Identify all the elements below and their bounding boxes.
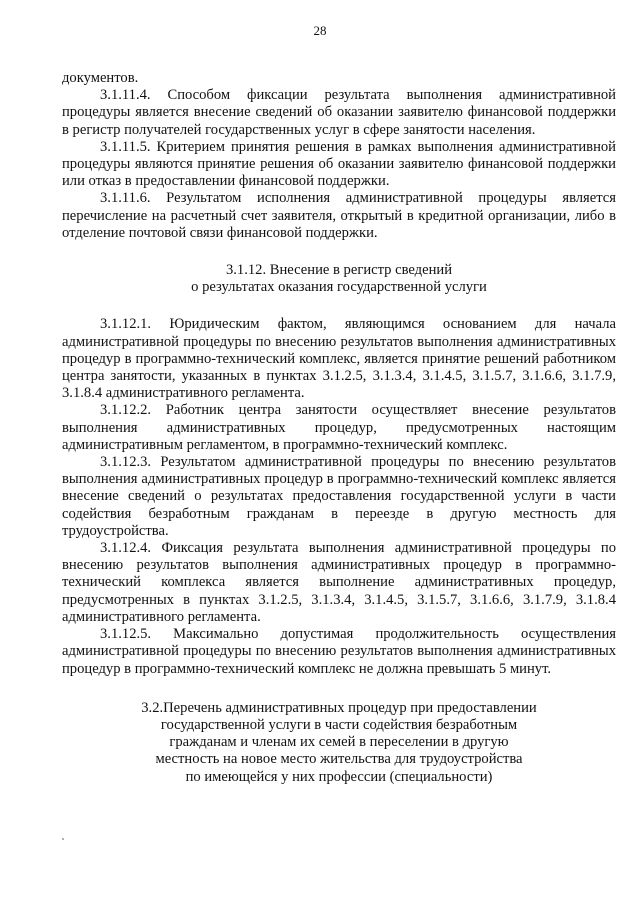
section-heading-3-1-12: [62, 262, 616, 296]
paragraph-3-1-12-3: 3.1.12.3. Результатом административной процедуры по внесению результатов выполнения административных процедур в программно-технический комплекс является внесение сведений о результатах предоставления государственной услуги в части содействия безработным гражданам в переезде в другую местность для трудоустройства.: [62, 454, 616, 539]
scan-speck: [62, 838, 64, 840]
paragraph-3-1-12-5: 3.1.12.5. Максимально допустимая продолжительность осуществления административной процедуры по внесению результатов выполнения административных процедур в программно-технический комплекс не должна превышать 5 минут.: [62, 626, 616, 677]
section-heading-line-2: о результатах оказания государственной услуги: [191, 279, 487, 296]
page-number: 28: [313, 23, 327, 38]
heading-3-2-line-4: местность на новое место жительства для трудоустройства: [155, 751, 523, 768]
paragraph-3-1-12-4: 3.1.12.4. Фиксация результата выполнения административной процедуры по внесению результатов выполнения административных процедур в программно-технический комплекса является выполнение административных процедур, предусмотренных в пунктах 3.1.2.5, 3.1.3.4, 3.1.4.5, 3.1.5.7, 3.1.6.6, 3.1.7.9, 3.1.8.4 административного регламента.: [62, 540, 616, 625]
paragraph-continuation: документов.: [62, 70, 139, 86]
paragraph-3-1-11-6: 3.1.11.6. Результатом исполнения административной процедуры является перечисление на расчетный счет заявителя, открытый в кредитной организации, либо в отделение почтовой связи финансовой поддержки.: [62, 190, 616, 241]
heading-3-2-line-1: 3.2.Перечень административных процедур при предоставлении: [141, 699, 537, 716]
section-heading-line-1: 3.1.12. Внесение в регистр сведений: [225, 262, 453, 279]
paragraph-3-1-12-2: 3.1.12.2. Работник центра занятости осуществляет внесение результатов выполнения административных процедур, предусмотренных настоящим административным регламентом, в программно-технический комплекс.: [62, 402, 616, 453]
paragraph-3-1-11-4: 3.1.11.4. Способом фиксации результата выполнения административной процедуры является внесение сведений об оказании заявителю финансовой поддержки в регистр получателей государственных услуг в сфере занятости населения.: [62, 87, 616, 138]
paragraph-3-1-11-5: 3.1.11.5. Критерием принятия решения в рамках выполнения административной процедуры являются принятие решения об оказании заявителю финансовой поддержки или отказ в предоставлении финансовой поддержки.: [62, 138, 616, 190]
paragraph-3-1-12-1: 3.1.12.1. Юридическим фактом, являющимся основанием для начала административной процедуры по внесению результатов выполнения административных процедур в программно-технический комплекс, является принятие решений работником центра занятости, указанных в пунктах 3.1.2.5, 3.1.3.4, 3.1.4.5, 3.1.5.7, 3.1.6.6, 3.1.7.9, 3.1.8.4 административного регламента.: [62, 316, 616, 402]
heading-3-2-line-5: по имеющейся у них профессии (специальности): [185, 768, 493, 785]
heading-3-2-line-3: гражданам и членам их семей в переселении в другую: [169, 734, 509, 751]
document-body: [62, 70, 616, 786]
section-heading-3-2: [62, 700, 616, 786]
heading-3-2-line-2: государственной услуги в части содействия безработным: [160, 716, 518, 733]
